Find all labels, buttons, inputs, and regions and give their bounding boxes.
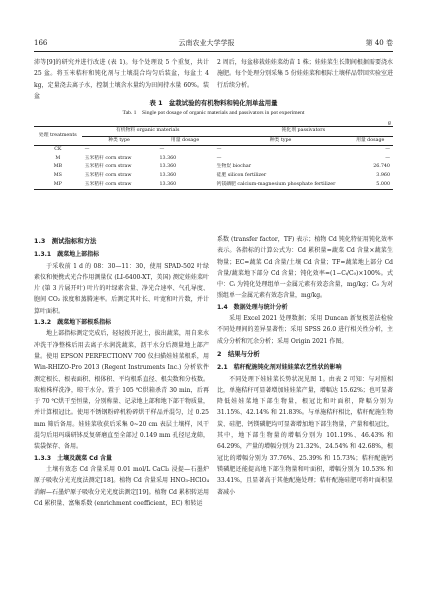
- cell-passivator: 生物炭 biochar: [216, 164, 252, 170]
- section-heading-1-3-1: 1.3.1 蔬菜地上部指标: [34, 251, 100, 259]
- cell-organic-dosage: —: [159, 147, 165, 153]
- table-subheader-type-2: 种类 type: [269, 137, 292, 143]
- paragraph-1-3-2: 地上部指标测定完成后，轻轻拨开泥土，拔出蔬菜，用自来水冲洗干净整株后用去离子水润洗蔬菜，沥干水分后测量地上部产量。使用 EPSON PERFECTIONV 700 仪扫描娃娃菜根系，用 Win-RHIZO-Pro 2013 (Regent Instruments Inc.) 分析软件测定根长、根表面积、根体积、平均根系直径、根尖数和分枝数。取植株样洗净，晾干水分。置于 105 ℃烘箱杀青 30 min，后再于 70 ℃烘干至恒量，分别称量、记录地上部和地下部干物质量，并计算根冠比。使用不锈钢粉碎机粉碎烘干样品并混匀，过 0.25 mm 筛后备用。娃娃菜收获后采集 0~20 cm 表层土壤样，风干混匀后用玛瑙研钵反复研磨直至全部过 0.149 mm 孔径尼龙筛，装袋保存、备用。: [34, 330, 209, 451]
- table-caption-cn: 表 1 盆栽试验的有机物料和钝化剂单盆用量: [149, 99, 278, 107]
- table-row: [34, 146, 393, 155]
- cell-treatment: MP: [53, 181, 62, 187]
- cell-organic: 玉米秸秆 corn straw: [84, 181, 132, 187]
- table-subheader-dosage: 用量 dosage: [170, 137, 200, 143]
- intro-right-column: [217, 57, 393, 91]
- cell-passivator: 钙镁磷肥 calcium-magnesium phosphate fertilizer: [216, 181, 336, 187]
- intro-left-column: [34, 57, 209, 102]
- table-row: [34, 181, 393, 190]
- cell-organic: 玉米秸秆 corn straw: [84, 164, 132, 170]
- cell-organic-dosage: 13.360: [159, 164, 177, 170]
- table-subheader-dosage-2: 用量 dosage: [356, 137, 385, 143]
- paragraph-1-3-3: 土壤有效态 Cd 含量采用 0.01 mol/L CaCl₂ 浸提—石墨炉原子吸收分光光度法测定[18]。植物 Cd 含量采用 HNO₃-HClO₄ 消解—石墨炉原子吸收分光光度法测定[19]。植物 Cd 累积转运用 Cd 累积量、富集系数 (enrichment coefficient，EC) 和转运: [34, 465, 209, 507]
- table-header-passivator: 钝化剂 passivators: [214, 127, 393, 137]
- table-header-treatment: 处理 treatments: [34, 127, 82, 146]
- intro-left-paragraph: 沛等[9]的研究并进行改进 (表 1)。每个处理设 5 个重复，共计 25 盆。将玉米秸秆和钝化剂与土壤混合均匀后装盆，每盆土 4 kg，定量浇去离子水，控制土壤含水量约为田间持水量 60%。装盆: [34, 59, 209, 100]
- cell-organic: 玉米秸秆 corn straw: [84, 172, 132, 178]
- table-header-organic: 有机物料 organic materials: [82, 127, 214, 137]
- journal-title: 云南农业大学学报: [178, 39, 235, 47]
- cell-passivator-dosage: 5.000: [376, 181, 390, 187]
- intro-right-paragraph: 2 周后，每盆移栽娃娃菜幼苗 1 株；娃娃菜生长期间根据需要浇水施肥。每个处理分别采集 5 份娃娃菜和根际土壤样品带回实验室进行后续分析。: [217, 59, 393, 89]
- body-right-column: [217, 234, 393, 498]
- section-heading-2: 2 结果与分析: [217, 349, 260, 358]
- cell-organic: —: [84, 147, 90, 153]
- cell-passivator: —: [216, 147, 222, 153]
- cell-treatment: MS: [53, 172, 62, 178]
- cell-passivator-dosage: 26.740: [373, 164, 390, 170]
- section-heading-1-3-2: 1.3.2 蔬菜地下部根系指标: [34, 319, 112, 327]
- body-left-column: [34, 234, 209, 509]
- cell-organic-dosage: 13.360: [159, 181, 177, 187]
- cell-organic: 玉米秸秆 corn straw: [84, 155, 132, 161]
- cell-passivator: 硅肥 silicon fertilizer: [216, 172, 267, 178]
- table-row: [34, 163, 393, 172]
- table-caption-en: Tab. 1 Single pot dosage of organic materials and passivators in pot experiment: [122, 110, 305, 116]
- section-heading-1-3: 1.3 测试指标和方法: [34, 237, 97, 245]
- dosage-table: [34, 126, 393, 190]
- section-heading-1-3-3: 1.3.3 土壤及蔬菜 Cd 含量: [34, 454, 112, 462]
- cell-passivator-dosage: —: [385, 147, 390, 153]
- cell-treatment: M: [55, 155, 61, 161]
- volume-number: 第 40 卷: [365, 39, 393, 47]
- section-heading-2-1: 2.1 秸秆配施钝化剂对娃娃菜农艺性状的影响: [217, 364, 342, 372]
- cell-treatment: MB: [53, 164, 63, 170]
- table-unit: g: [387, 120, 391, 126]
- running-header: [34, 37, 393, 49]
- paragraph-1-4: 采用 Excel 2021 处理数据；采用 Duncan 新复极差法检验不同处理间的差异显著性；采用 SPSS 26.0 进行相关性分析，主成分分析和冗余分析；采用 Origin 2021 作图。: [217, 315, 393, 345]
- paragraph-1-3-3-cont: 系数 (transfer factor，TF) 表示；植物 Cd 钝化特征用钝化效率表示。各指标的计算公式为：Cd 累积量=蔬菜 Cd 含量×蔬菜生物量；EC=蔬菜 Cd 含量/土壤 Cd 含量；TF=蔬菜地上部分 Cd 含量/蔬菜地下部分 Cd 含量；钝化效率=(1−Cᵢ/C₀)×100%。式中：Cᵢ 为钝化处理组单一金属元素有效态含量，mg/kg；C₀ 为对照组单一金属元素有效态含量，mg/kg。: [217, 236, 393, 300]
- cell-passivator: —: [216, 155, 222, 161]
- page-number: 166: [34, 39, 48, 47]
- paragraph-1-3-1: 于采收前 1 d 的 08：30—11：30，使用 SPAD-502 叶绿素仪和便携式光合作用测量仪 (LI-6400-XT，美国) 测定娃娃菜叶片 (第 3 片展开叶) 叶片的叶绿素含量、净光合速率、气孔导度、胞间 CO₂ 浓度和蒸腾速率。后测定其叶长、叶宽和叶片数，并计算叶面积。: [34, 262, 209, 315]
- table-row: [34, 172, 393, 181]
- cell-treatment: CK: [54, 147, 62, 153]
- paragraph-2-1: 不同处理下娃娃菜长势状况见图 1。由表 2 可知：与对照相比，单施秸秆可显著增加娃娃菜产量，增幅达 15.62%；也可显著降低娃娃菜地下部生物量，根冠比和叶面积，降幅分别为 31.15%、42.14% 和 21.83%。与单施秸秆相比，秸秆配施生物炭、硅肥、钙镁磷肥均可显著增加地下部生物量，产量和根冠比，其中，地下部生物量的增幅分别为 101.19%、46.43% 和 64.29%，产量的增幅分别为 21.32%、24.54% 和 42.68%，根冠比的增幅分别为 37.76%、25.39% 和 15.73%；秸秆配施钙镁磷肥还能提高地下部生物量和叶面积，增幅分别为 10.53% 和 33.41%，且显著高于其他配施处理；秸秆配施硅肥可将叶面积显著减小: [217, 375, 393, 496]
- cell-organic-dosage: 13.360: [159, 155, 177, 161]
- cell-organic-dosage: 13.360: [159, 172, 177, 178]
- table-row: [34, 155, 393, 164]
- table-subheader-type: 种类 type: [108, 137, 130, 143]
- cell-passivator-dosage: —: [385, 155, 390, 161]
- header-rule: [34, 51, 393, 52]
- cell-passivator-dosage: 3.960: [376, 172, 390, 178]
- section-heading-1-4: 1.4 数据处理与统计分析: [217, 303, 288, 311]
